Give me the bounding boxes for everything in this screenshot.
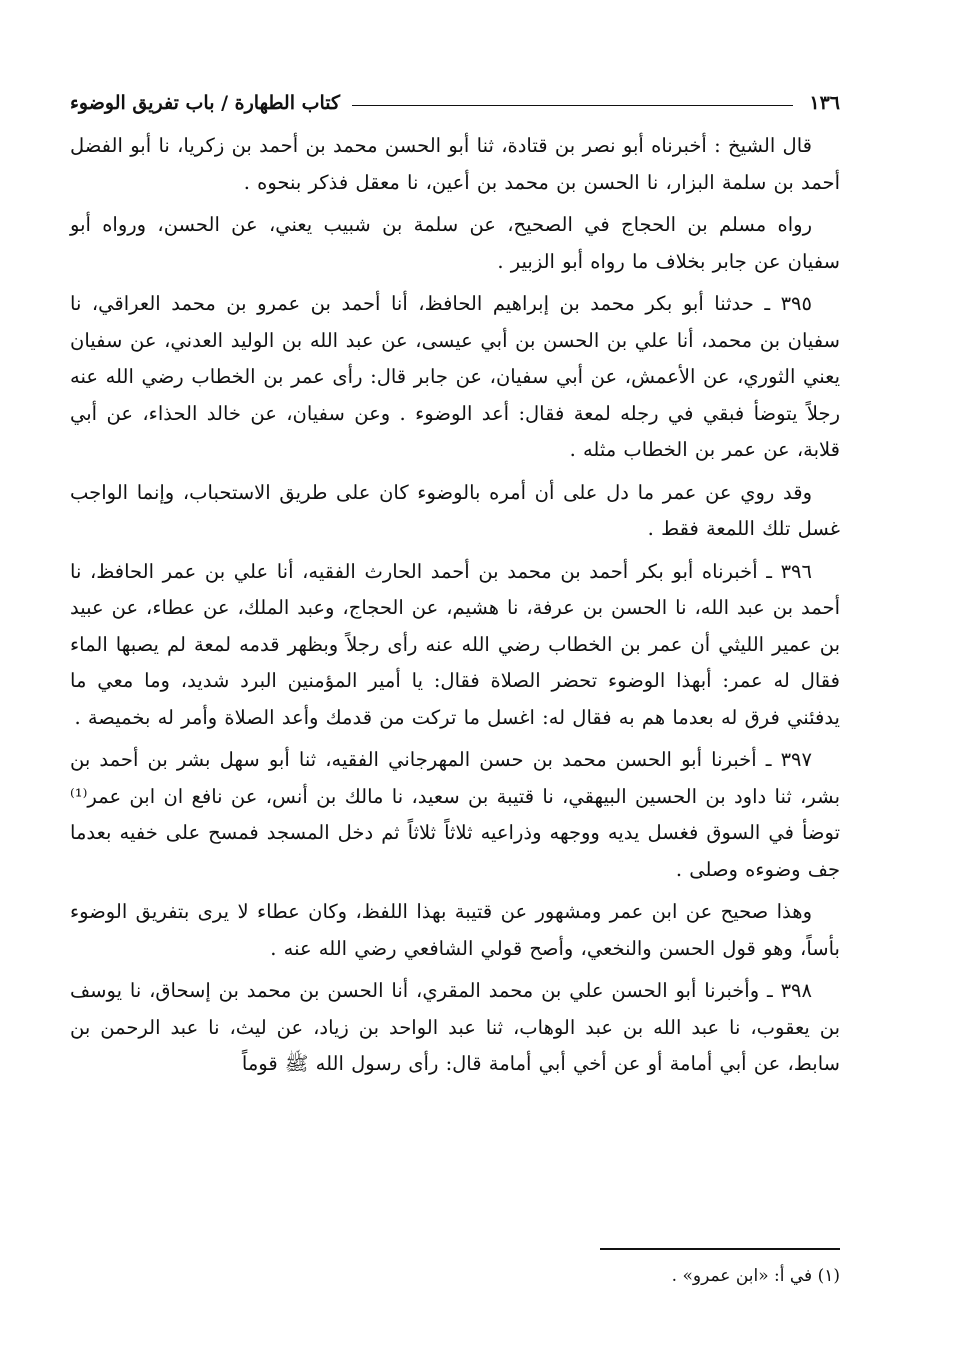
page-header bbox=[70, 80, 840, 114]
book-page bbox=[70, 70, 840, 1320]
paragraph: ٣٩٨ ـ وأخبرنا أبو الحسن علي بن محمد المقري، أنا الحسن بن محمد بن إسحاق، نا يوسف بن يعقوب، نا عبد الله بن عبد الوهاب، ثنا عبد الواحد بن زياد، عن ليث، نا عبد الرحمن بن سابط، عن أبي أمامة أو عن أخي أبي أمامة قال: رأى رسول الله ﷺ قوماً bbox=[70, 979, 840, 1075]
main-text bbox=[70, 128, 840, 1089]
paragraph: ٣٩٧ ـ أخبرنا أبو الحسن محمد بن حسن المهرجاني الفقيه، ثنا أبو سهل بشر بن أحمد بن بشر، ثنا داود بن الحسين البيهقي، نا قتيبة بن سعيد، نا مالك بن أنس، عن نافع ان ابن عمر⁽¹⁾ توضأ في السوق فغسل يديه ووجهه وذراعيه ثلاثاً ثلاثاً ثم دخل المسجد فمسح على خفيه بعدما جف وضوءه وصلى . bbox=[70, 748, 840, 881]
running-title: كتاب الطهارة / باب تفريق الوضوء bbox=[70, 92, 341, 114]
paragraph: وهذا صحيح عن ابن عمر ومشهور عن قتيبة بهذا اللفظ، وكان عطاء لا يرى بتفريق الوضوء بأساً، وهو قول الحسن والنخعي، وأصح قولي الشافعي رضي الله عنه . bbox=[70, 900, 840, 960]
paragraph: رواه مسلم بن الحجاج في الصحيح، عن سلمة بن شبيب يعني، عن الحسن، ورواه أبو سفيان عن جابر بخلاف ما رواه أبو الزبير . bbox=[70, 213, 840, 273]
paragraph: ٣٩٦ ـ أخبرناه أبو بكر أحمد بن محمد بن أحمد الحارث الفقيه، أنا علي بن عمر الحافظ، نا أحمد بن عبد الله، نا الحسن بن عرفة، نا هشيم، عن الحجاج، وعبد الملك، عن عطاء، عن عبيد بن عمير الليثي أن عمر بن الخطاب رضي الله عنه رأى رجلاً وبظهر قدمه لمعة لم يصبها الماء فقال له عمر: أبهذا الوضوء تحضر الصلاة فقال: يا أمير المؤمنين البرد شديد، وما معي ما يدفئني فرق له بعدما هم به فقال له: اغسل ما تركت من قدمك وأعد الصلاة وأمر له بخميصة . bbox=[70, 559, 840, 729]
footnote-separator bbox=[600, 1248, 840, 1250]
footnote: (١) في أ: «ابن عمرو» . bbox=[671, 1266, 840, 1286]
paragraph: ٣٩٥ ـ حدثنا أبو بكر محمد بن إبراهيم الحافظ، أنا أحمد بن عمرو بن محمد العراقي، نا سفيان بن محمد، أنا علي بن الحسن بن أبي عيسى، عن عبد الله بن الوليد العدني، عن سفيان يعني الثوري، عن الأعمش، عن أبي سفيان، عن جابر قال: رأى عمر بن الخطاب رضي الله عنه رجلاً يتوضأ فبقي في رجله لمعة فقال: أعد الوضوء . وعن سفيان، عن خالد الحذاء، عن أبي قلابة، عن عمر بن الخطاب مثله . bbox=[70, 292, 840, 461]
paragraph: وقد روي عن عمر ما دل على أن أمره بالوضوء كان على طريق الاستحباب، وإنما الواجب غسل تلك اللمعة فقط . bbox=[70, 480, 840, 540]
paragraph: قال الشيخ : أخبرناه أبو نصر بن قتادة، ثنا أبو الحسن محمد بن أحمد بن زكريا، نا أبو الفضل أحمد بن سلمة البزار، نا الحسن بن محمد بن أعين، نا معقل فذكر بنحوه . bbox=[70, 134, 840, 194]
page-number: ١٣٦ bbox=[809, 92, 840, 114]
header-rule bbox=[352, 105, 793, 106]
